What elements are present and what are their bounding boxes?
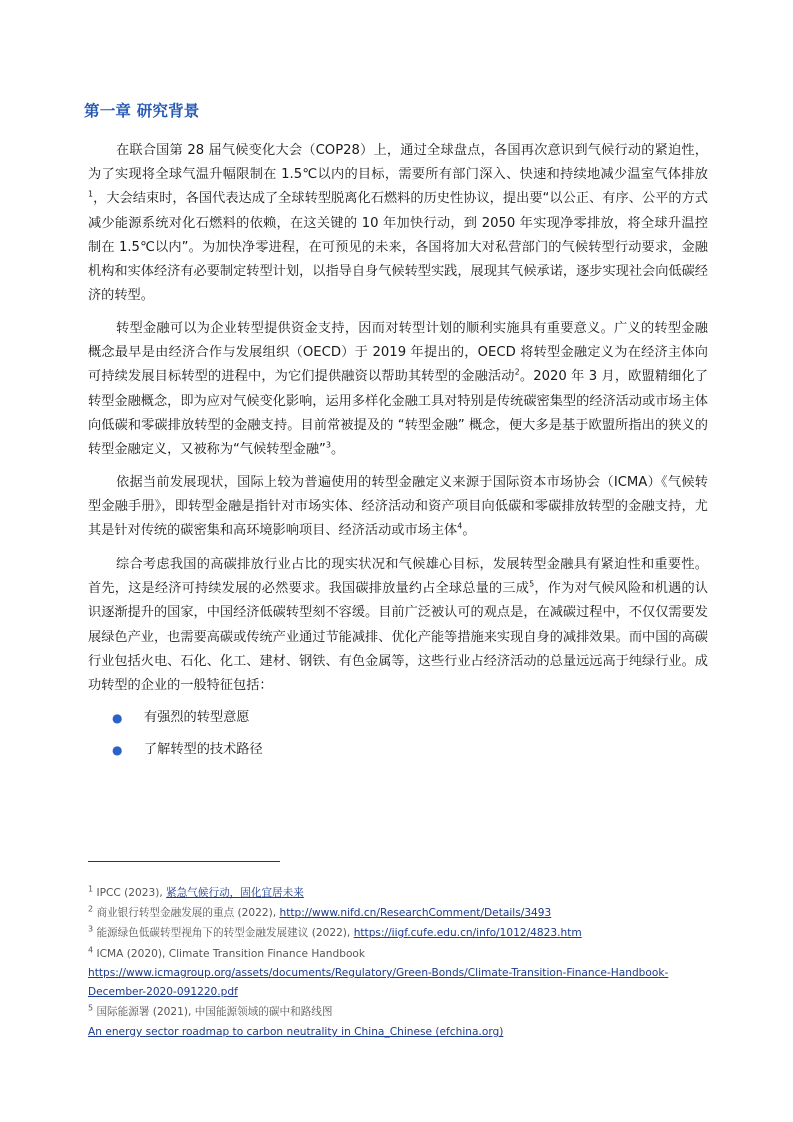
- footnote-link[interactable]: http://www.nifd.cn/ResearchComment/Details/3493: [279, 907, 552, 919]
- paragraph-text: 。: [462, 523, 476, 539]
- footnote-4-link-line-2[interactable]: December-2020-091220.pdf: [88, 986, 238, 998]
- footnote-ref-2[interactable]: 2: [514, 368, 520, 378]
- footnote-ref-4[interactable]: 4: [457, 522, 463, 532]
- paragraph-text: 在联合国第 28 届气候变化大会（COP28）上，通过全球盘点，各国再次意识到气候行动的紧迫性，为了实现将全球气温升幅限制在 1.5℃以内的目标，需要所有部门深入、快速和持续地减少温室气体排放: [88, 143, 708, 183]
- footnote-4-link-line-1[interactable]: https://www.icmagroup.org/assets/documents/Regulatory/Green-Bonds/Climate-Transition-Finance-Handbook-: [88, 967, 669, 979]
- bullet-item: [112, 738, 263, 770]
- footnote-ref-5[interactable]: 5: [529, 579, 535, 589]
- paragraph-transition-finance: [88, 317, 708, 462]
- paragraph-text: 依据当前发展现状，国际上较为普遍使用的转型金融定义来源于国际资本市场协会（ICMA）《气候转型金融手册》，即转型金融是指针对市场实体、经济活动和资产项目向低碳和零碳排放转型的金融支持，尤其是针对传统的碳密集和高环境影响项目、经济活动或市场主体: [88, 475, 708, 539]
- footnote-3: [88, 926, 582, 940]
- bullet-text: 了解转型的技术路径: [144, 742, 263, 757]
- paragraph-china-context: [88, 553, 708, 698]
- paragraph-text: 。: [330, 442, 345, 458]
- footnote-text: IPCC (2023),: [96, 887, 163, 899]
- footnote-number: 3: [88, 924, 94, 934]
- paragraph-text: 转型金融可以为企业转型提供资金支持，因而对转型计划的顺利实施具有重要意义。广义的转型金融概念最早是由经济合作与发展组织（OECD）于 2019 年提出的，OECD 将转型金融定义为在经济主体向可持续发展目标转型的进程中，为它们提供融资以帮助其转型的金融活动: [88, 321, 708, 385]
- paragraph-text: ，大会结束时，各国代表达成了全球转型脱离化石燃料的历史性协议，提出要“以公正、有序、公平的方式减少能源系统对化石燃料的依赖，在这关键的 10 年加快行动，到 2050 年实现净零排放，将全球升温控制在 1.5℃以内”。为加快净零进程，在可预见的未来，各国将加大对私营部门的气候转型行动要求，金融机构和实体经济有必要制定转型计划，以指导自身气候转型实践，展现其气候承诺，逐步实现社会向低碳经济的转型。: [88, 191, 708, 304]
- footnote-2: [88, 906, 551, 920]
- feature-bullet-list: [112, 706, 263, 770]
- paragraph-text: ，作为对气候风险和机遇的认识逐渐提升的国家，中国经济低碳转型刻不容缓。目前广泛被认可的观点是，在减碳过程中，不仅仅需要发展绿色产业，也需要高碳或传统产业通过节能减排、优化产能等措施来实现自身的减排效果。而中国的高碳行业包括火电、石化、化工、建材、钢铁、有色金属等，这些行业占经济活动的总量远远高于纯绿行业。成功转型的企业的一般特征包括：: [88, 581, 709, 694]
- footnote-link[interactable]: https://iigf.cufe.edu.cn/info/1012/4823.htm: [353, 927, 582, 939]
- bullet-item: [112, 706, 263, 738]
- paragraph-cop28: [88, 139, 708, 308]
- footnote-text: ICMA (2020), Climate Transition Finance Handbook: [96, 948, 366, 960]
- paragraph-text: 。2020 年 3 月，欧盟精细化了转型金融概念，即为应对气候变化影响，运用多样化金融工具对特别是传统碳密集型的经济活动或市场主体向低碳和零碳排放转型的金融支持。目前常被提及的 “转型金融” 概念，便大多是基于欧盟所指出的狭义的转型金融定义，又被称为“气候转型金融”: [88, 369, 708, 458]
- footnote-number: 5: [88, 1003, 94, 1013]
- paragraph-icma: [88, 471, 708, 544]
- bullet-text: 有强烈的转型意愿: [144, 710, 250, 725]
- footnote-text: 商业银行转型金融发展的重点 (2022),: [96, 907, 277, 919]
- footnote-5: [88, 1005, 332, 1019]
- footnote-number: 2: [88, 904, 94, 914]
- footnote-text: 国际能源署 (2021), 中国能源领域的碳中和路线图: [96, 1006, 333, 1018]
- bullet-dot-icon: ●: [112, 743, 123, 757]
- paragraph-text: 综合考虑我国的高碳排放行业占比的现实状况和气候雄心目标，发展转型金融具有紧迫性和重要性。首先，这是经济可持续发展的必然要求。我国碳排放量约占全球总量的三成: [88, 557, 708, 597]
- footnote-separator: [88, 861, 280, 862]
- footnote-number: 1: [88, 884, 94, 894]
- footnote-1: [88, 886, 304, 900]
- footnote-ref-3[interactable]: 3: [325, 440, 331, 450]
- footnote-5-link[interactable]: An energy sector roadmap to carbon neutrality in China_Chinese (efchina.org): [88, 1026, 504, 1038]
- footnote-text: 能源绿色低碳转型视角下的转型金融发展建议 (2022),: [96, 927, 351, 939]
- footnote-number: 4: [88, 945, 94, 955]
- footnote-ref-1[interactable]: 1: [88, 190, 94, 200]
- bullet-dot-icon: ●: [112, 711, 123, 725]
- footnote-4: [88, 947, 365, 961]
- chapter-heading: 第一章 研究背景: [84, 102, 200, 120]
- footnote-link[interactable]: 紧急气候行动，固化宜居未来: [166, 887, 304, 899]
